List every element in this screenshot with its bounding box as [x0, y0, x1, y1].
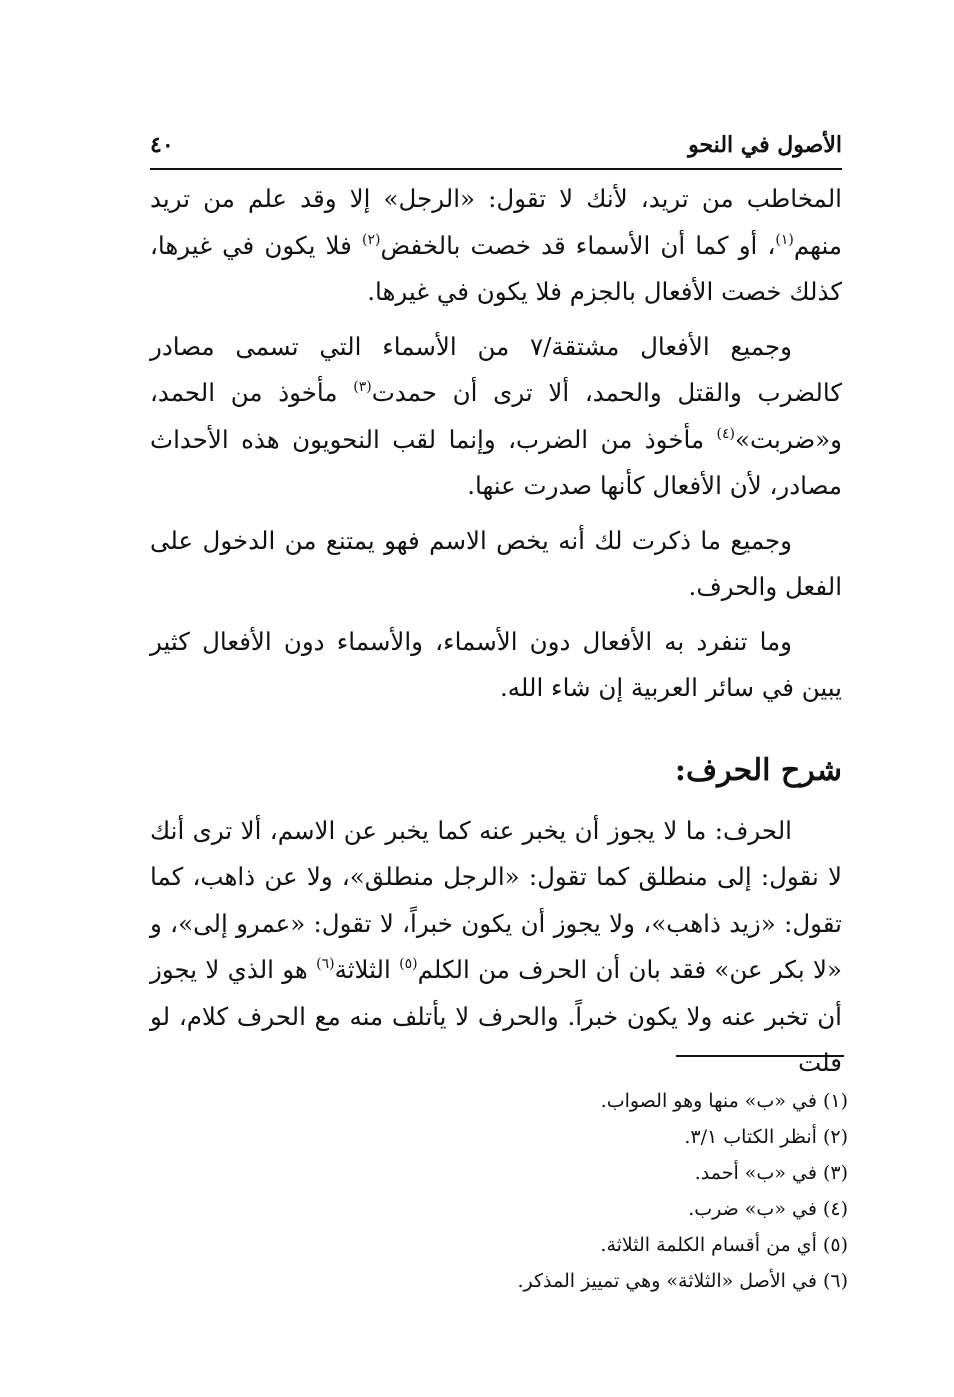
text-segment: المخاطب من تريد، لأنك لا تقول: «الرجل» إلا وقد علم من تريد منهم — [150, 184, 842, 260]
footnote-marker-4: (٤) — [716, 425, 735, 442]
paragraph-1 — [150, 176, 842, 316]
text-segment: الثلاثة — [334, 955, 400, 984]
footnotes — [420, 1083, 848, 1299]
footnote-2: (٢) أنظر الكتاب ٣/١. — [684, 1126, 848, 1148]
text-segment: مأخوذ من الضرب، وإنما لقب النحويون هذه الأحداث مصادر، لأن الأفعال كأنها صدرت عنها. — [150, 424, 842, 500]
footnote-marker-5: (٥) — [399, 956, 418, 972]
footnote-marker-2: (٢) — [361, 231, 381, 248]
main-text — [150, 176, 842, 1087]
footnote-3: (٣) في «ب» أحمد. — [694, 1162, 848, 1184]
text-segment: فلا يكون في غيرها، كذلك خصت الأفعال بالجزم فلا يكون في غيرها. — [150, 230, 842, 306]
footnote-marker-1: (١) — [775, 231, 794, 248]
header-rule — [150, 168, 842, 170]
footnote-separator — [676, 1055, 844, 1057]
text-segment: الحرف: ما لا يجوز أن يخبر عنه كما يخبر عن الاسم، ألا ترى أنك لا نقول: إلى منطلق كما تقول: «الرجل منطلق»، ولا عن ذاهب، كما تقول: «زيد ذاهب»، ولا يجوز أن يكون خبراً، لا تقول: «عمرو إلى»، و «لا بكر عن» فقد بان أن الحرف من الكلم — [150, 815, 842, 984]
paragraph-5 — [150, 808, 842, 1087]
text-segment: ، أو كما أن الأسماء قد خصت بالخفض — [380, 230, 776, 260]
footnote-6: (٦) في الأصل «الثلاثة» وهي تمييز المذكر. — [517, 1270, 848, 1292]
footnote-5: (٥) أي من أقسام الكلمة الثلاثة. — [600, 1234, 848, 1256]
page-header — [150, 128, 842, 162]
page-number: ٤٠ — [150, 132, 174, 158]
paragraph-2 — [150, 324, 842, 510]
footnote-1: (١) في «ب» منها وهو الصواب. — [600, 1090, 848, 1112]
section-heading: شرح الحرف: — [674, 752, 842, 788]
footnote-marker-6: (٦) — [316, 956, 335, 972]
text-segment: مأخوذ من الحمد، و«ضربت» — [150, 378, 842, 454]
footnote-marker-3: (٣) — [353, 379, 372, 395]
paragraph-4: وما تنفرد به الأفعال دون الأسماء، والأسماء دون الأفعال كثير يبين في سائر العربية إن شاء الله. — [150, 626, 842, 702]
footnote-4: (٤) في «ب» ضرب. — [688, 1198, 848, 1220]
paragraph-3: وجميع ما ذكرت لك أنه يخص الاسم فهو يمتنع من الدخول على الفعل والحرف. — [150, 525, 842, 601]
running-title: الأصول في النحو — [688, 132, 842, 158]
text-segment: هو الذي لا يجوز أن تخبر عنه ولا يكون خبراً. والحرف لا يأتلف منه مع الحرف كلام، لو قلت — [150, 955, 842, 1077]
text-segment: وجميع الأفعال مشتقة/٧ من الأسماء التي تسمى مصادر كالضرب والقتل والحمد، ألا ترى أن حمدت — [150, 331, 842, 407]
